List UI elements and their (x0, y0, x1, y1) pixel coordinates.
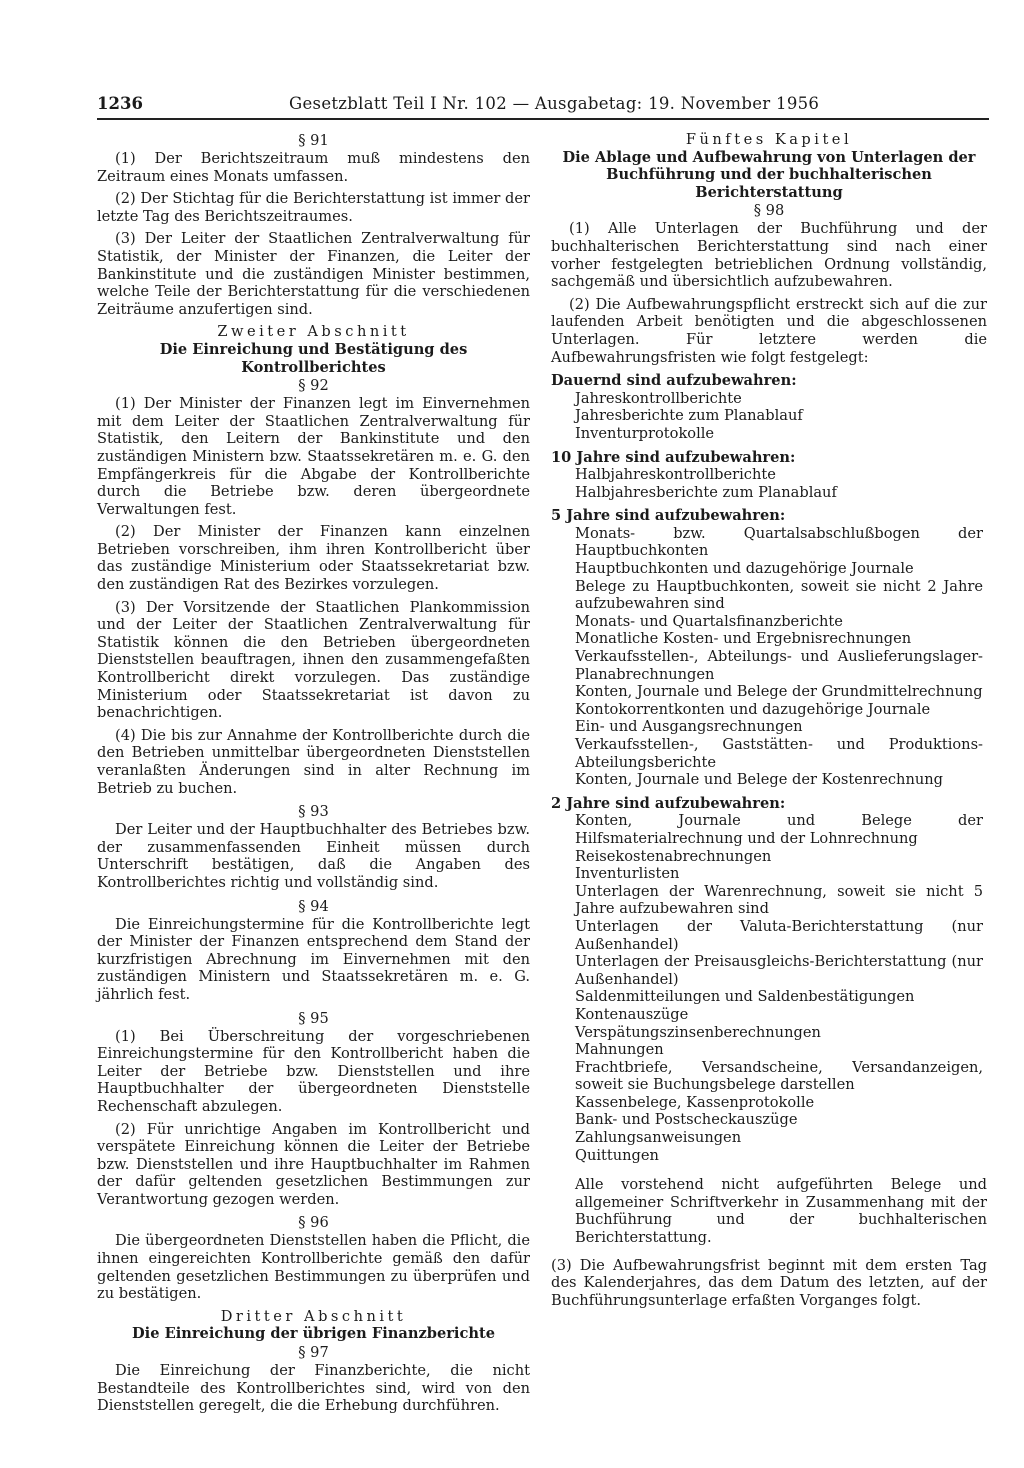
list-item: Konten, Journale und Belege der Hilfsmaterialrechnung und der Lohnrechnung (575, 812, 983, 847)
list-item: Jahreskontrollberichte (575, 389, 742, 407)
s91-paragraph-3: (3) Der Leiter der Staatlichen Zentralverwaltung für Statistik, der Minister der Finanzen, die Leiter der Bankinstitute und die zuständigen Minister bestimmen, welche Teile der Berichterstattung für die verschiedenen Zeiträume anzufertigen sind. (97, 230, 530, 318)
list-item: Ein- und Ausgangsrechnungen (575, 718, 803, 736)
list-item: Unterlagen der Warenrechnung, soweit sie nicht 5 Jahre aufzubewahren sind (575, 882, 983, 918)
list-item: Halbjahresberichte zum Planablauf (575, 483, 837, 501)
list-item: Inventurprotokolle (575, 424, 715, 442)
retention-list-5-jahre (551, 507, 983, 789)
s93-paragraph-1: Der Leiter und der Hauptbuchhalter des Betriebes bzw. der zusammenfassenden Einheit müssen durch Unterschrift bestätigen, daß die Angaben des Kontrollberichtes richtig und vollständig sind. (97, 821, 530, 891)
right-column (551, 131, 987, 1309)
retention-heading-10-jahre: 10 Jahre sind aufzubewahren: (551, 448, 796, 466)
paragraph-sign-94: § 94 (298, 897, 329, 915)
chapter-label-fuenftes-kapitel: Fünftes Kapitel (685, 131, 853, 148)
s97-paragraph-1: Die Einreichung der Finanzberichte, die nicht Bestandteile des Kontrollberichtes sind, wird von den Dienststellen geregelt, die die Erhebung durchführen. (97, 1362, 530, 1415)
paragraph-sign-97: § 97 (298, 1344, 329, 1362)
left-column (97, 131, 530, 1420)
s91-paragraph-1: (1) Der Berichtszeitraum muß mindestens den Zeitraum eines Monats umfassen. (97, 150, 530, 185)
list-item: Verspätungszinsenberechnungen (575, 1023, 821, 1041)
retention-heading-5-jahre: 5 Jahre sind aufzubewahren: (551, 507, 786, 525)
s98-paragraph-1: (1) Alle Unterlagen der Buchführung und der buchhalterischen Berichterstattung sind nach einer vorher festgelegten betrieblichen Ordnung vollständig, sachgemäß und übersichtlich aufzubewahren. (551, 220, 987, 291)
list-item: Verkaufsstellen-, Gaststätten- und Produktions-Abteilungsberichte (575, 736, 983, 771)
list-item: Quittungen (575, 1146, 659, 1164)
list-item: Unterlagen der Valuta-Berichterstattung (nur Außenhandel) (575, 917, 983, 953)
section-label-dritter-abschnitt: Dritter Abschnitt (220, 1307, 407, 1325)
s95-paragraph-1: (1) Bei Überschreitung der vorgeschriebenen Einreichungstermine für den Kontrollbericht haben die Leiter der Betriebe bzw. Dienststellen und ihre Hauptbuchhalter der übergeordneten Dienststelle Rechenschaft abzulegen. (97, 1027, 530, 1115)
list-item: Kassenbelege, Kassenprotokolle (575, 1093, 815, 1111)
list-item: Konten, Journale und Belege der Kostenrechnung (575, 771, 943, 789)
paragraph-sign-93: § 93 (298, 803, 329, 821)
s92-paragraph-2: (2) Der Minister der Finanzen kann einzelnen Betrieben vorschreiben, ihm ihren Kontrollbericht über das zuständige Ministerium oder Staatssekretariat bzw. den zuständigen Rat des Bezirkes vorzulegen. (97, 523, 530, 594)
page-header (97, 92, 989, 120)
list-item: Kontokorrentkonten und dazugehörige Journale (575, 700, 931, 718)
list-item: Mahnungen (575, 1041, 664, 1059)
s98-paragraph-3: (3) Die Aufbewahrungsfrist beginnt mit dem ersten Tag des Kalenderjahres, das dem Datum des letzten, auf der Buchführungsunterlage erfaßten Vorganges folgt. (551, 1256, 987, 1309)
list-item: Verkaufsstellen-, Abteilungs- und Auslieferungslager-Planabrechnungen (575, 648, 983, 683)
section-title-dritter-abschnitt: Die Einreichung der übrigen Finanzberichte (132, 1325, 495, 1343)
list-item: Reisekostenabrechnungen (575, 847, 772, 865)
s91-paragraph-2: (2) Der Stichtag für die Berichterstattung ist immer der letzte Tag des Berichtszeitraumes. (97, 190, 530, 225)
s96-paragraph-1: Die übergeordneten Dienststellen haben die Pflicht, die ihnen eingereichten Kontrollberichte gemäß den dafür geltenden gesetzlichen Bestimmungen zu überprüfen und zu bestätigen. (97, 1232, 530, 1303)
list-item: Belege zu Hauptbuchkonten, soweit sie nicht 2 Jahre aufzubewahren sind (575, 577, 983, 613)
list-item: Inventurlisten (575, 865, 680, 883)
s98-paragraph-2: (2) Die Aufbewahrungspflicht erstreckt sich auf die zur laufenden Arbeit benötigten und die abgeschlossenen Unterlagen. Für letztere werden die Aufbewahrungsfristen wie folgt festgelegt: (551, 295, 987, 366)
paragraph-sign-95: § 95 (298, 1009, 329, 1027)
retention-list-10-jahre (551, 449, 983, 502)
page-number: 1236 (97, 94, 143, 113)
s92-paragraph-1: (1) Der Minister der Finanzen legt im Einvernehmen mit dem Leiter der Staatlichen Zentralverwaltung für Statistik, den Leitern der Bankinstitute und den zuständigen Ministern bzw. Staatssekretären m. e. G. den Empfängerkreis für die Abgabe der Kontrollberichte durch die Betriebe bzw. deren übergeordnete Verwaltungen fest. (97, 395, 530, 518)
s92-paragraph-3: (3) Der Vorsitzende der Staatlichen Plankommission und der Leiter der Staatlichen Zentralverwaltung für Statistik können die den Betrieben übergeordneten Dienststellen beauftragen, ihnen den zusammengefaßten Kontrollbericht direkt vorzulegen. Das zuständige Ministerium oder Staatssekretariat ist davon zu benachrichtigen. (97, 598, 530, 722)
list-item: Unterlagen der Preisausgleichs-Berichterstattung (nur Außenhandel) (575, 953, 983, 988)
list-item: Hauptbuchkonten und dazugehörige Journale (575, 560, 914, 578)
list-item: Monatliche Kosten- und Ergebnisrechnungen (575, 630, 912, 648)
paragraph-sign-91: § 91 (298, 132, 329, 149)
section-label-zweiter-abschnitt: Zweiter Abschnitt (217, 323, 410, 341)
closing-paragraph: Alle vorstehend nicht aufgeführten Belege und allgemeiner Schriftverkehr in Zusammenhang mit der Buchführung und der buchhalterischen Berichterstattung. (575, 1176, 987, 1247)
list-item: Bank- und Postscheckauszüge (575, 1111, 798, 1129)
list-item: Frachtbriefe, Versandscheine, Versandanzeigen, soweit sie Buchungsbelege darstellen (575, 1058, 983, 1094)
chapter-title-fuenftes-kapitel: Die Ablage und Aufbewahrung von Unterlagen der Buchführung und der buchhalterischen Berichterstattung (562, 148, 976, 201)
list-item: Monats- und Quartalsfinanzberichte (575, 612, 843, 630)
list-item: Halbjahreskontrollberichte (575, 466, 776, 484)
list-item: Kontenauszüge (575, 1005, 689, 1023)
paragraph-sign-96: § 96 (298, 1214, 329, 1232)
s95-paragraph-2: (2) Für unrichtige Angaben im Kontrollbericht und verspätete Einreichung können die Leiter der Betriebe bzw. Dienststellen und ihre Hauptbuchhalter im Rahmen der dafür geltenden gesetzlichen Bestimmungen zur Verantwortung gezogen werden. (97, 1120, 530, 1208)
section-title-zweiter-abschnitt: Die Einreichung und Bestätigung des Kontrollberichtes (159, 340, 468, 376)
paragraph-sign-92: § 92 (298, 377, 329, 395)
list-item: Saldenmitteilungen und Saldenbestätigungen (575, 988, 915, 1006)
list-item: Konten, Journale und Belege der Grundmittelrechnung (575, 683, 983, 701)
retention-list-2-jahre (551, 795, 983, 1164)
s92-paragraph-4: (4) Die bis zur Annahme der Kontrollberichte durch die den Betrieben unmittelbar übergeordneten Dienststellen veranlaßten Änderungen sind in alter Rechnung im Betrieb zu buchen. (97, 726, 530, 797)
retention-heading-2-jahre: 2 Jahre sind aufzubewahren: (551, 794, 786, 812)
paragraph-sign-98: § 98 (753, 202, 785, 220)
s94-paragraph-1: Die Einreichungstermine für die Kontrollberichte legt der Minister der Finanzen entsprechend dem Stand der kurzfristigen Abrechnung im Einvernehmen mit den zuständigen Ministern und Staatssekretären m. e. G. jährlich fest. (97, 915, 530, 1003)
retention-list-dauernd (551, 372, 983, 442)
list-item: Monats- bzw. Quartalsabschlußbogen der Hauptbuchkonten (575, 524, 983, 560)
retention-heading-dauernd: Dauernd sind aufzubewahren: (551, 372, 797, 390)
page-title: Gesetzblatt Teil I Nr. 102 — Ausgabetag: 19. November 1956 (289, 94, 820, 113)
list-item: Zahlungsanweisungen (575, 1129, 742, 1147)
list-item: Jahresberichte zum Planablauf (575, 407, 803, 425)
